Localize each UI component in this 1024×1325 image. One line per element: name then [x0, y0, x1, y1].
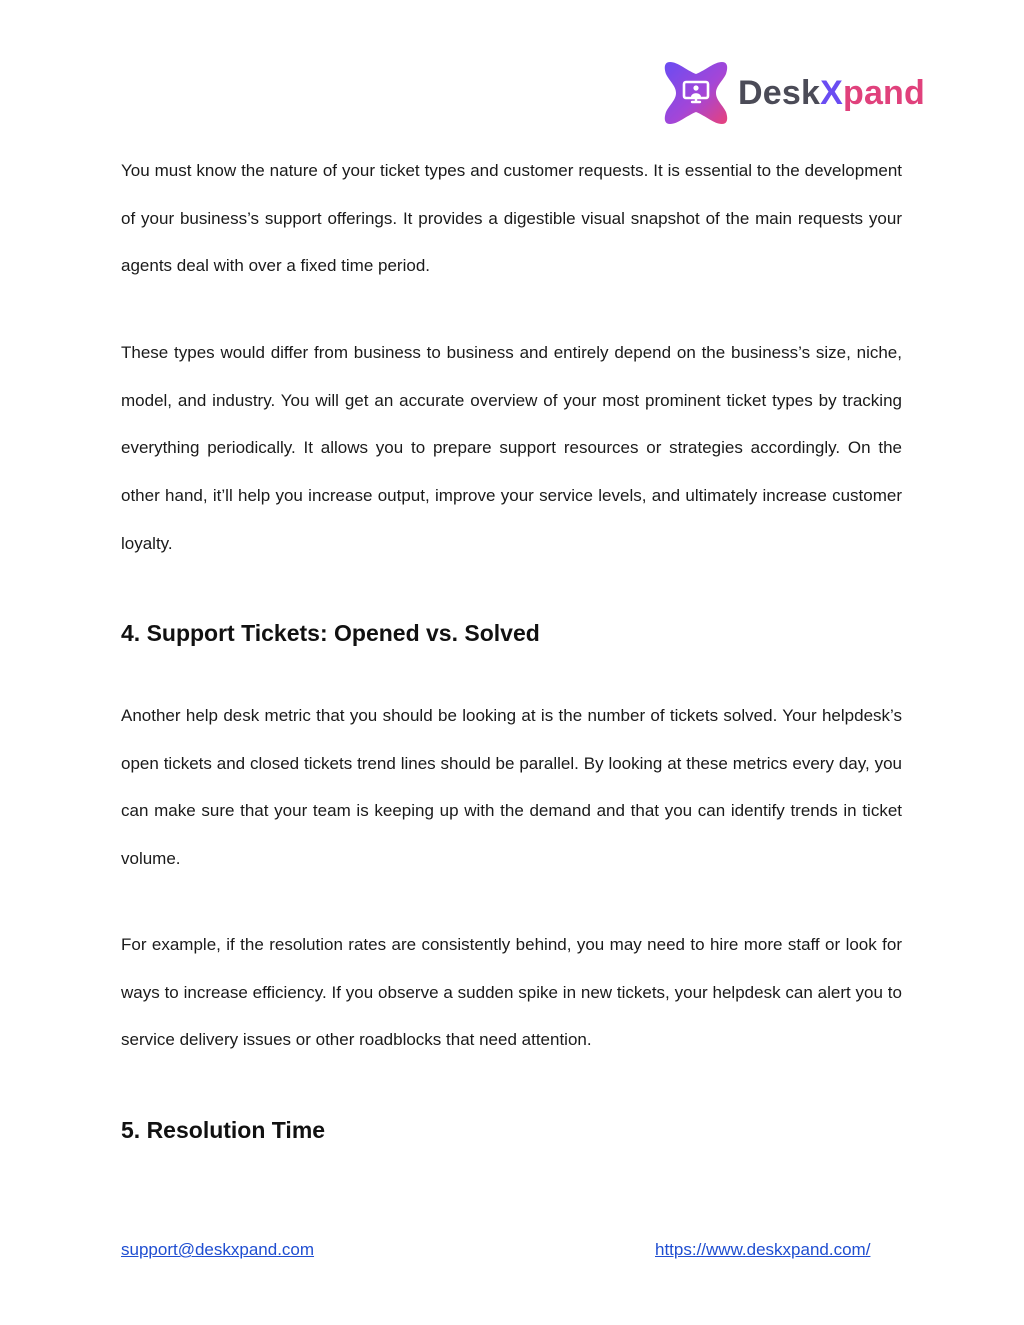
footer-email-link[interactable]: support@deskxpand.com: [121, 1240, 315, 1259]
logo-wordmark: [738, 76, 925, 110]
logo-text-pand: pand: [842, 74, 925, 112]
monitor-x-logo-icon: [664, 60, 728, 126]
deskxpand-logo: [664, 60, 925, 126]
paragraph-ticket-types: You must know the nature of your ticket types and customer requests. It is essential to the development of your business’s support offerings. It provides a digestible visual snapshot of the main requests your agents deal with over a fixed time period.: [121, 161, 902, 276]
paragraph-types-differ: These types would differ from business to business and entirely depend on the business’s size, niche, model, and industry. You will get an accurate overview of your most prominent ticket types by tracking everything periodically. It allows you to prepare support resources or strategies accordingly. On the other hand, it’ll help you increase output, improve your service levels, and ultimately increase customer loyalty.: [121, 343, 902, 553]
paragraph-tickets-solved: Another help desk metric that you should be looking at is the number of tickets solved. Your helpdesk’s open tickets and closed tickets trend lines should be parallel. By looking at these metrics every day, you can make sure that your team is keeping up with the demand and that you can identify trends in ticket volume.: [121, 706, 902, 869]
logo-text-x: X: [820, 74, 843, 112]
logo-text-desk: Desk: [738, 74, 821, 112]
footer-website-link[interactable]: https://www.deskxpand.com/: [655, 1240, 871, 1259]
heading-resolution-time: 5. Resolution Time: [121, 1117, 326, 1143]
heading-support-tickets: 4. Support Tickets: Opened vs. Solved: [121, 620, 540, 646]
paragraph-for-example: For example, if the resolution rates are consistently behind, you may need to hire more staff or look for ways to increase efficiency. If you observe a sudden spike in new tickets, your helpdesk can alert you to service delivery issues or other roadblocks that need attention.: [121, 935, 902, 1050]
